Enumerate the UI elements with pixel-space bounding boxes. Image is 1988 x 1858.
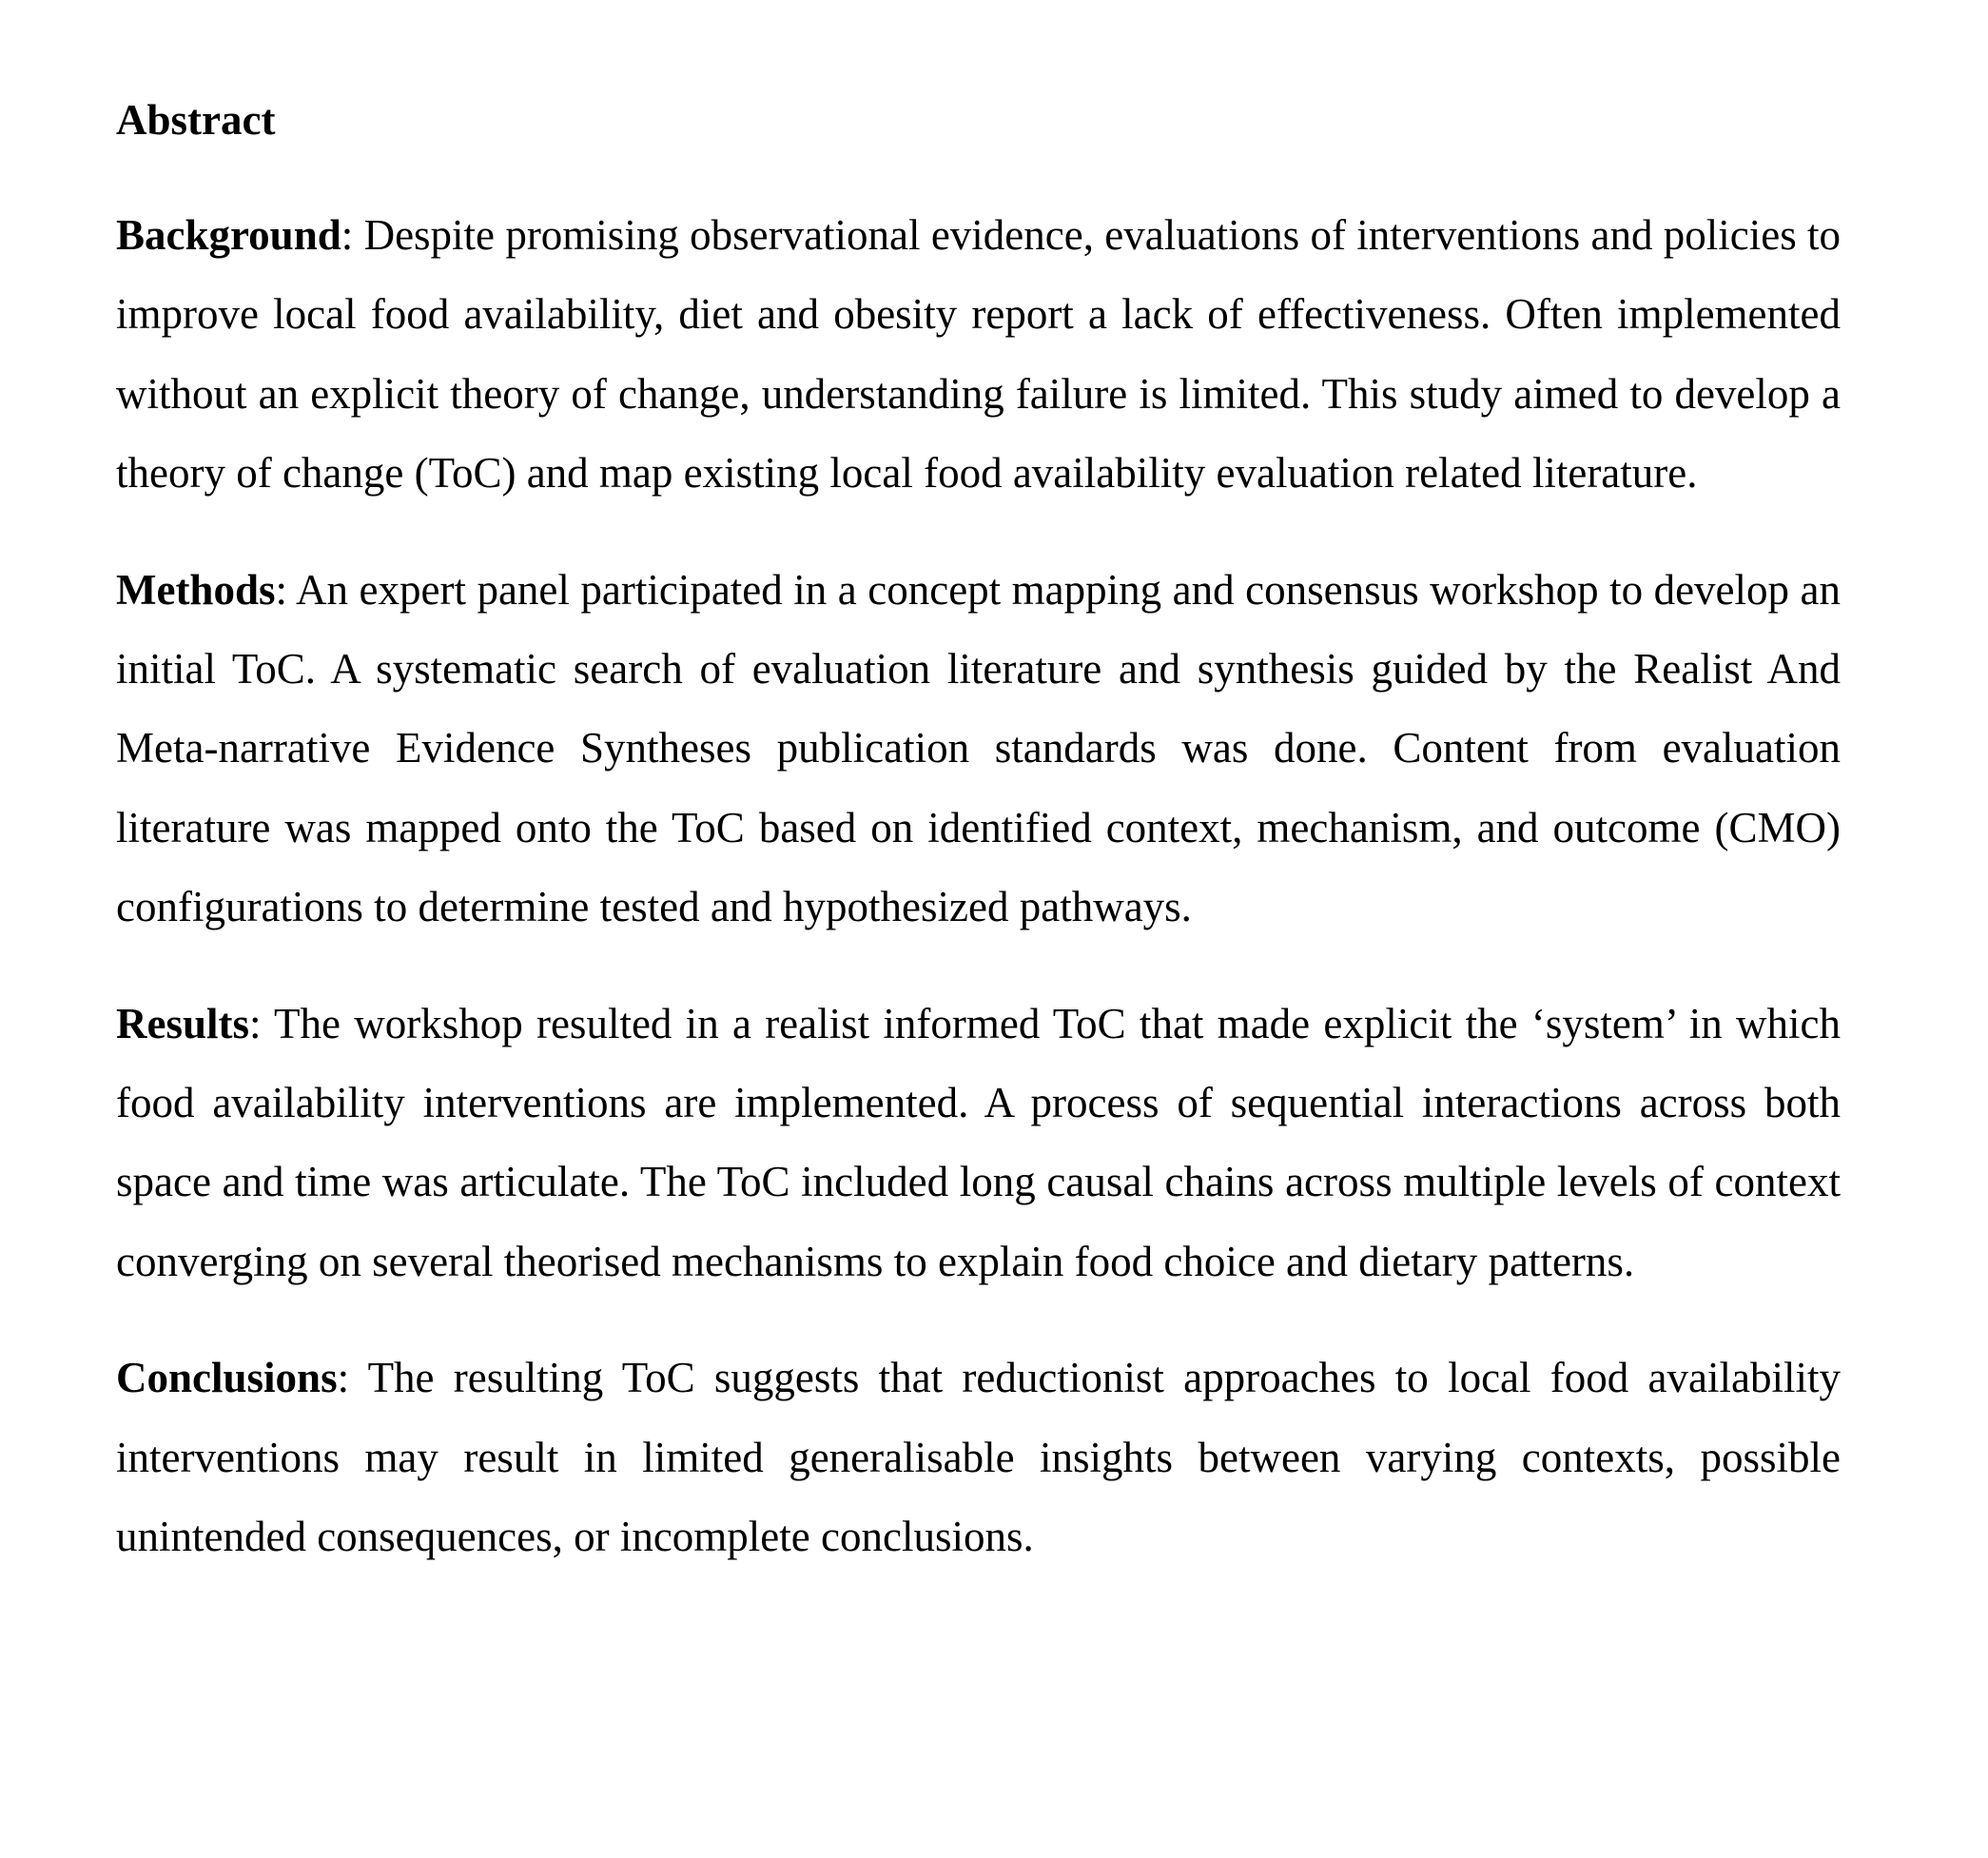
results-label: Results [116,999,250,1047]
background-text: Despite promising observational evidence, evaluations of interventions and policies to improve local food availability, diet and obesity report a lack of effectiveness. Often implemented without an explicit theory of change, understanding failure is limited. This study aimed to develop a theory of change (ToC) and map existing local food availability evaluation related literature. [116,211,1841,498]
results-section [116,985,1841,1302]
results-text: The workshop resulted in a realist informed ToC that made explicit the ‘system’ in which food availability interventions are implemented. A process of sequential interactions across both space and time was articulate. The ToC included long causal chains across multiple levels of context converging on several theorised mechanisms to explain food choice and dietary patterns. [116,999,1841,1285]
background-section [116,196,1841,514]
conclusions-label: Conclusions [116,1354,338,1402]
results-separator: : [249,999,262,1047]
abstract-page [116,91,1841,1614]
conclusions-separator: : [337,1354,350,1402]
conclusions-text: The resulting ToC suggests that reductionist approaches to local food availability interventions may result in limited generalisable insights between varying contexts, possible unintended consequences, or incomplete conclusions. [116,1354,1841,1561]
background-separator: : [341,211,354,259]
background-label: Background [116,211,341,259]
methods-section [116,551,1841,948]
conclusions-section [116,1339,1841,1576]
abstract-heading: Abstract [116,96,276,144]
methods-label: Methods [116,565,276,614]
methods-text: An expert panel participated in a concept mapping and consensus workshop to develop an initial ToC. A systematic search of evaluation literature and synthesis guided by the Realist And Meta-narrative Evidence Syntheses publication standards was done. Content from evaluation literature was mapped onto the ToC based on identified context, mechanism, and outcome (CMO) configurations to determine tested and hypothesized pathways. [116,565,1841,931]
methods-separator: : [275,565,288,614]
